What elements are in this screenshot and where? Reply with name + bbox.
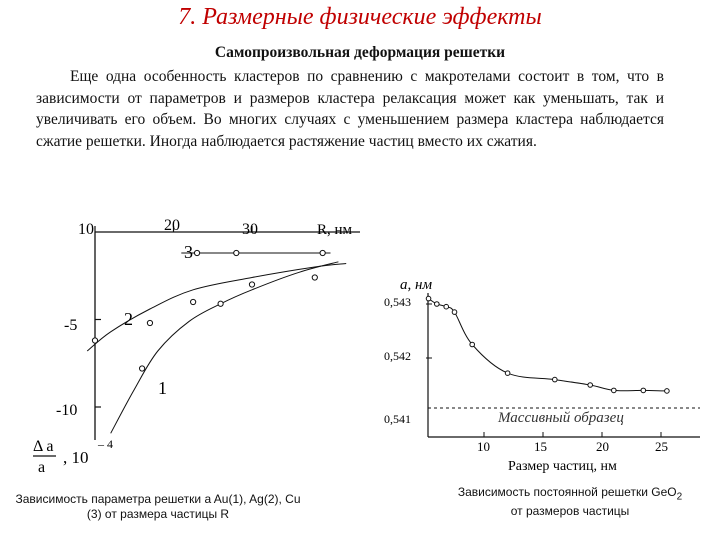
bulk-sample-label: Массивный образец bbox=[498, 410, 624, 426]
right-y-axis-label: a, нм bbox=[400, 277, 433, 293]
right-y-tick: 0,541 bbox=[384, 412, 411, 426]
left-chart-caption: Зависимость параметра решетки a Au(1), Ag(2), Cu (3) от размера частицы R bbox=[15, 492, 301, 521]
right-data-point bbox=[426, 296, 431, 301]
left-x-tick: 30 bbox=[242, 221, 258, 238]
y-label-numerator: Δ a bbox=[33, 438, 54, 455]
left-x-axis-label: R, нм bbox=[317, 222, 353, 238]
left-x-tick: 20 bbox=[164, 217, 180, 234]
right-x-axis-label: Размер частиц, нм bbox=[508, 459, 617, 474]
right-data-point bbox=[588, 383, 593, 388]
right-caption-line2: от размеров частицы bbox=[510, 504, 630, 519]
section-subtitle: Самопроизвольная деформация решетки bbox=[214, 44, 506, 61]
left-y-tick: -10 bbox=[56, 402, 78, 419]
right-x-tick: 10 bbox=[477, 439, 490, 454]
right-chart-caption bbox=[420, 485, 720, 519]
curve-label-1: 1 bbox=[158, 378, 167, 398]
slide-title: 7. Размерные физические эффекты bbox=[178, 4, 542, 30]
curve-label-3: 3 bbox=[184, 242, 193, 262]
left-y-tick: -5 bbox=[64, 317, 78, 334]
geo2-curve bbox=[429, 299, 667, 391]
y-label-scale: , 10 bbox=[63, 448, 89, 467]
right-data-point bbox=[641, 388, 646, 393]
body-paragraph: Еще одна особенность кластеров по сравнению с макротелами состоит в том, что в зависимости от параметров и размеров кластера релаксация может как уменьшать, так и увеличивать его объем. Во многих случаях с уменьшением размера кластера наблюдается сжатие решетки. Иногда наблюдается растяжение частиц вместо их сжатия. bbox=[36, 68, 664, 150]
right-data-point bbox=[444, 304, 449, 309]
right-data-point bbox=[612, 388, 617, 393]
right-data-point bbox=[435, 302, 440, 307]
right-data-point bbox=[470, 342, 475, 347]
right-y-tick: 0,543 bbox=[384, 295, 411, 309]
right-x-tick: 25 bbox=[655, 439, 668, 454]
right-x-tick: 20 bbox=[596, 439, 609, 454]
curve-label-2: 2 bbox=[124, 309, 133, 329]
right-data-point bbox=[665, 389, 670, 394]
right-data-point bbox=[553, 377, 558, 382]
right-y-tick: 0,542 bbox=[384, 349, 411, 363]
right-data-point bbox=[452, 310, 457, 315]
right-x-tick: 15 bbox=[534, 439, 547, 454]
left-x-tick: 10 bbox=[78, 221, 94, 238]
y-label-denominator: a bbox=[38, 459, 46, 476]
right-data-point bbox=[505, 371, 510, 376]
right-caption-text: Зависимость постоянной решетки GeO bbox=[457, 485, 677, 499]
right-caption-subscript: 2 bbox=[676, 491, 683, 503]
y-label-exponent: – 4 bbox=[98, 437, 113, 451]
